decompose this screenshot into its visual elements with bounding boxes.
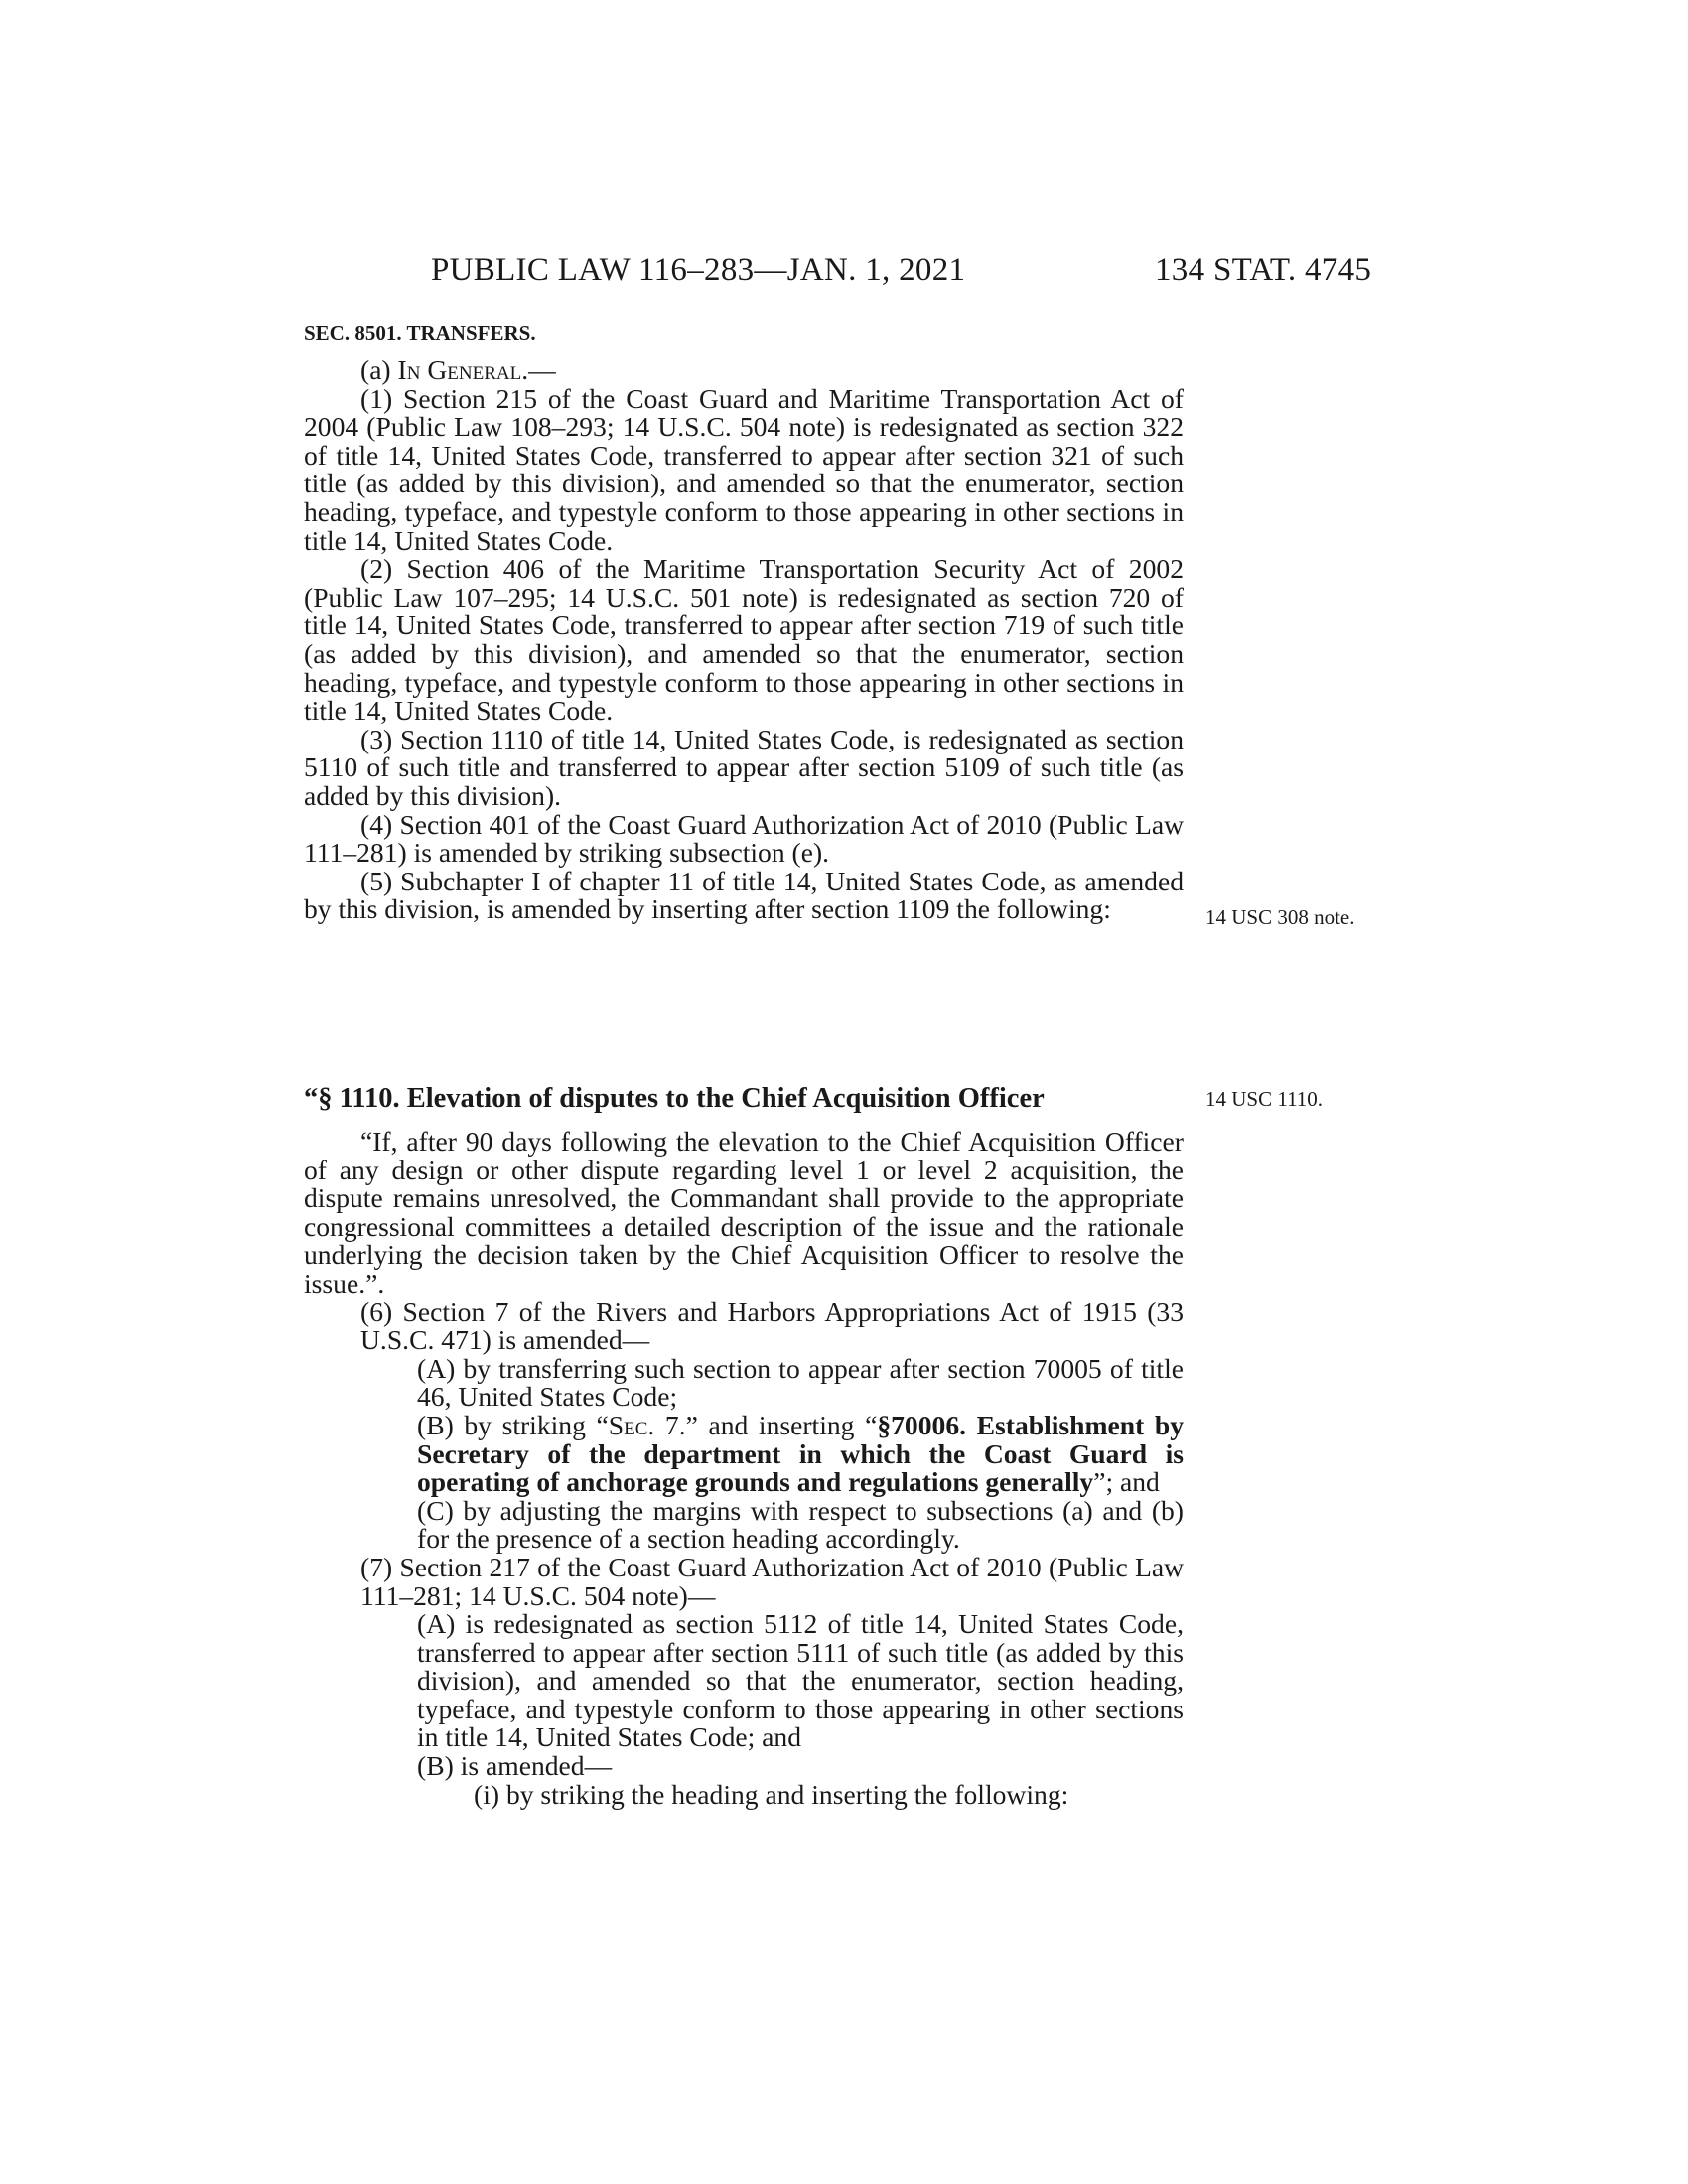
paragraph-5: (5) Subchapter I of chapter 11 of title 14, United States Code, as amended by this division, is amended by inserting after section 1109 the following:	[304, 865, 1184, 925]
paragraph-7-b: (B) is amended—	[417, 1750, 613, 1782]
part-a-label-caps: In General	[397, 354, 522, 385]
paragraph-6-b-end: ”; and	[1093, 1466, 1160, 1498]
paragraph-6-a: (A) by transferring such section to appear after section 70005 of title 46, United States Code;	[417, 1352, 1184, 1413]
inserted-section-heading: “§ 1110. Elevation of disputes to the Chief Acquisition Officer	[304, 1083, 1045, 1114]
running-header-law: PUBLIC LAW 116–283—JAN. 1, 2021	[431, 252, 966, 288]
marginal-note-308: 14 USC 308 note.	[1205, 905, 1355, 929]
paragraph-7-b-i: (i) by striking the heading and inserting the following:	[474, 1778, 1069, 1810]
paragraph-6-intro-text: (6) Section 7 of the Rivers and Harbors Appropriations Act of 1915 (33 U.S.C. 471) is amended—	[360, 1296, 1184, 1356]
paragraph-2: (2) Section 406 of the Maritime Transportation Security Act of 2002 (Public Law 107–295; 14 U.S.C. 501 note) is redesignated as section 720 of title 14, United States Code, transferred to appear after section 719 of such title (as added by this division), and amended so that the enumerator, section heading, typeface, and typestyle conform to those appearing in other sections in title 14, United States Code.	[304, 553, 1184, 727]
paragraph-6-intro	[304, 1298, 1184, 1355]
running-header-stat: 134 STAT. 4745	[1155, 252, 1372, 288]
paragraph-3: (3) Section 1110 of title 14, United States Code, is redesignated as section 5110 of such title and transferred to appear after section 5109 of such title (as added by this division).	[304, 723, 1184, 811]
part-a-body	[304, 356, 1184, 924]
paragraph-7-intro: (7) Section 217 of the Coast Guard Authorization Act of 2010 (Public Law 111–281; 14 U.S.C. 504 note)—	[360, 1551, 1184, 1611]
paragraph-6-b-caps: Sec	[608, 1409, 648, 1440]
section-heading: SEC. 8501. TRANSFERS.	[304, 321, 536, 344]
paragraph-6-c: (C) by adjusting the margins with respect to subsections (a) and (b) for the presence of a section heading accordingly.	[417, 1494, 1184, 1555]
paragraph-6-b-pre: (B) by striking “	[417, 1409, 609, 1440]
paragraph-6-b-bold: §70006. Establishment by Secretary of the department in which the Coast Guard is operating of anchorage grounds and regulations generally	[417, 1409, 1185, 1498]
paragraph-1: (1) Section 215 of the Coast Guard and Maritime Transportation Act of 2004 (Public Law 108–293; 14 U.S.C. 504 note) is redesignated as section 322 of title 14, United States Code, transferred to appear after section 321 of such title (as added by this division), and amended so that the enumerator, section heading, typeface, and typestyle conform to those appearing in other sections in title 14, United States Code.	[304, 382, 1184, 556]
part-a-label-end: .—	[521, 354, 556, 385]
inserted-section-text: “If, after 90 days following the elevation to the Chief Acquisition Officer of any design or other dispute regarding level 1 or level 2 acquisition, the dispute remains unresolved, the Commandant shall provide to the appropriate congressional committees a detailed description of the issue and the rationale underlying the decision taken by the Chief Acquisition Officer to resolve the issue.”.	[304, 1126, 1184, 1298]
paragraph-6-b	[304, 1409, 1185, 1498]
marginal-note-1110: 14 USC 1110.	[1205, 1087, 1324, 1111]
paragraph-7-a: (A) is redesignated as section 5112 of title 14, United States Code, transferred to appear after section 5111 of such title (as added by this division), and amended so that the enumerator, section heading, typeface, and typestyle conform to those appearing in other sections in title 14, United States Code; and	[417, 1608, 1184, 1753]
part-a-label	[304, 356, 1184, 385]
paragraph-4: (4) Section 401 of the Coast Guard Authorization Act of 2010 (Public Law 111–281) is amended by striking subsection (e).	[304, 808, 1184, 869]
paragraph-6-b-mid: . 7.” and inserting “	[647, 1409, 878, 1440]
inserted-section-body	[304, 1128, 1184, 1809]
part-a-label-num: (a)	[360, 354, 398, 385]
